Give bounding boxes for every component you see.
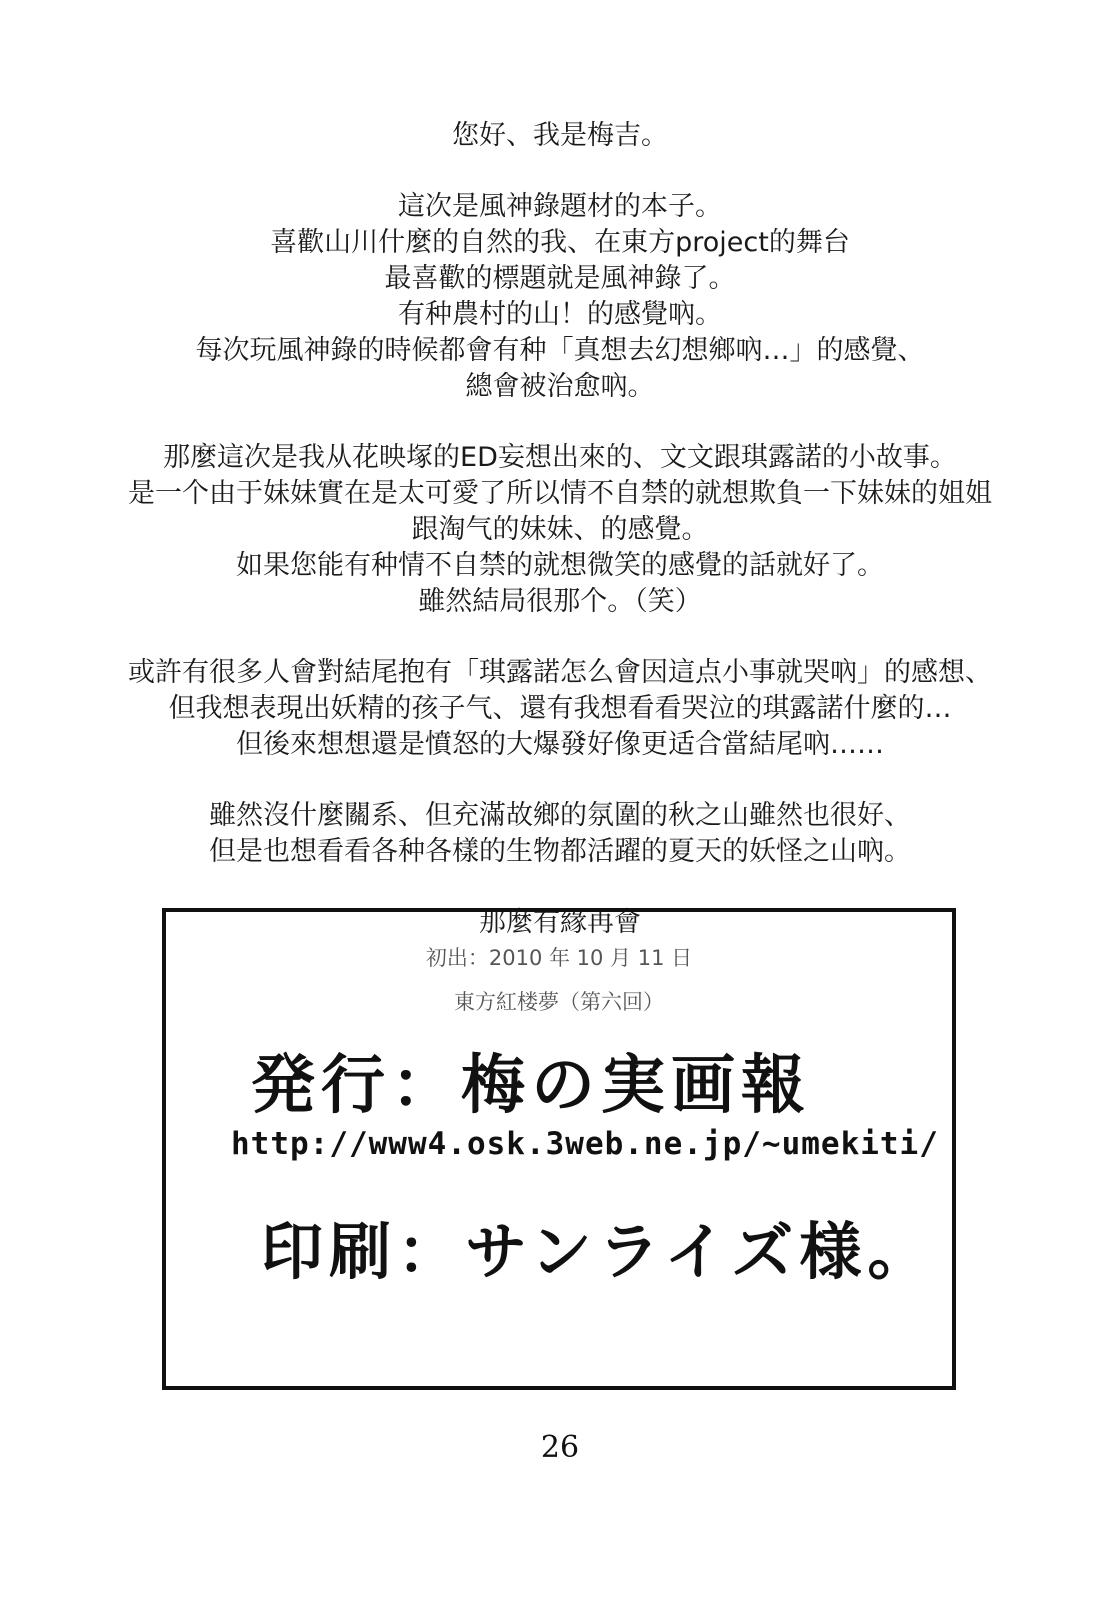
page-number: 26 bbox=[540, 1430, 580, 1465]
text-line: 但後來想想還是憤怒的大爆發好像更适合當結尾吶…… bbox=[236, 729, 884, 760]
paragraph-story bbox=[40, 440, 1080, 620]
text-line: 總會被治愈吶。 bbox=[465, 371, 655, 402]
text-line: 雖然結局很那个。（笑） bbox=[418, 586, 702, 617]
text-line: 但我想表現出妖精的孩子气、還有我想看看哭泣的琪露諾什麼的… bbox=[168, 693, 952, 724]
closing-line: 那麼有緣再會 bbox=[479, 907, 641, 938]
colophon-box bbox=[162, 908, 956, 1390]
text-line: 那麼這次是我从花映塚的ED妄想出來的、文文跟琪露諾的小故事。 bbox=[163, 442, 957, 473]
paragraph-theme bbox=[40, 189, 1080, 405]
first-published-date: 初出：2010 年 10 月 11 日 bbox=[425, 946, 693, 970]
publisher-line: 発行：梅の実画報 bbox=[251, 1049, 811, 1123]
text-line: 有种農村的山！的感覺吶。 bbox=[398, 299, 722, 330]
paragraph-ending bbox=[40, 655, 1080, 763]
afterword bbox=[40, 118, 1080, 976]
greeting-line: 您好、我是梅吉。 bbox=[452, 120, 668, 151]
printer-line: 印刷：サンライズ様。 bbox=[261, 1215, 936, 1288]
text-line: 每次玩風神錄的時候都會有种「真想去幻想鄉吶…」的感覺、 bbox=[195, 335, 925, 366]
greeting-paragraph bbox=[40, 118, 1080, 154]
website-url: http://www4.osk.3web.ne.jp/~umekiti/ bbox=[231, 1126, 939, 1162]
text-line: 這次是風神錄題材的本子。 bbox=[398, 191, 722, 222]
text-line: 喜歡山川什麼的自然的我、在東方project的舞台 bbox=[270, 227, 850, 258]
text-line: 跟淘气的妹妹、的感覺。 bbox=[411, 514, 709, 545]
text-line: 最喜歡的標題就是風神錄了。 bbox=[384, 263, 736, 294]
paragraph-mountain bbox=[40, 798, 1080, 870]
text-line: 但是也想看看各种各樣的生物都活躍的夏天的妖怪之山吶。 bbox=[209, 836, 911, 867]
event-name: 東方紅楼夢（第六回） bbox=[454, 990, 664, 1014]
text-line: 雖然沒什麼關系、但充滿故鄉的氛圍的秋之山雖然也很好、 bbox=[209, 800, 911, 831]
text-line: 如果您能有种情不自禁的就想微笑的感覺的話就好了。 bbox=[236, 550, 884, 581]
text-line: 或許有很多人會對結尾抱有「琪露諾怎么會因這点小事就哭吶」的感想、 bbox=[128, 657, 992, 688]
text-line: 是一个由于妹妹實在是太可愛了所以情不自禁的就想欺負一下妹妹的姐姐 bbox=[128, 478, 992, 509]
